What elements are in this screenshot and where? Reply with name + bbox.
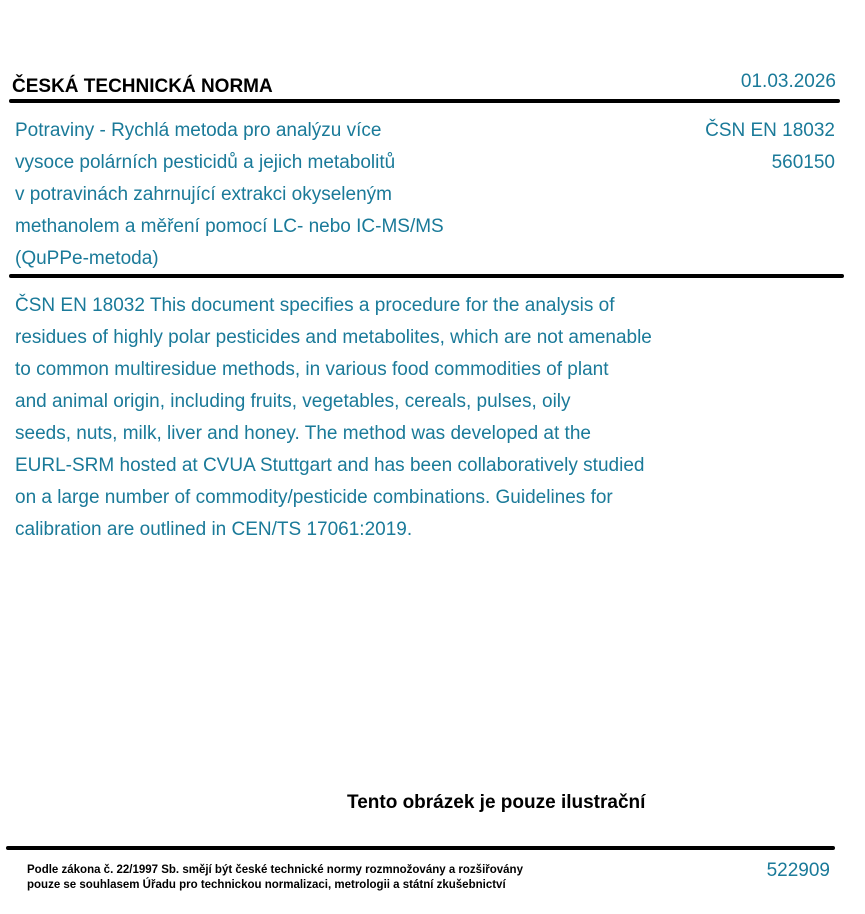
standard-designation: ČSN EN 18032 bbox=[705, 120, 835, 141]
standard-title-line: v potravinách zahrnující extrakci okyseleným bbox=[15, 184, 392, 205]
illustration-note: Tento obrázek je pouze ilustrační bbox=[347, 792, 646, 813]
abstract bbox=[15, 290, 775, 546]
classification-code: 560150 bbox=[771, 152, 835, 173]
abstract-line: and animal origin, including fruits, vegetables, cereals, pulses, oily bbox=[15, 391, 571, 412]
footer-divider bbox=[6, 846, 835, 850]
footer-legal-line: Podle zákona č. 22/1997 Sb. smějí být české technické normy rozmnožovány a rozšiřovány bbox=[27, 864, 523, 876]
standard-codes bbox=[705, 115, 835, 179]
abstract-line: on a large number of commodity/pesticide combinations. Guidelines for bbox=[15, 487, 613, 508]
header-divider bbox=[9, 99, 840, 103]
footer-legal-notice bbox=[27, 863, 523, 893]
abstract-line: to common multiresidue methods, in various food commodities of plant bbox=[15, 359, 609, 380]
abstract-line: ČSN EN 18032 This document specifies a procedure for the analysis of bbox=[15, 295, 615, 316]
footer-legal-line: pouze se souhlasem Úřadu pro technickou normalizaci, metrologii a státní zkušebnictví bbox=[27, 879, 506, 891]
issue-date: 01.03.2026 bbox=[740, 71, 836, 92]
standard-title-line: Potraviny - Rychlá metoda pro analýzu více bbox=[15, 120, 382, 141]
title-divider bbox=[9, 274, 844, 278]
abstract-line: seeds, nuts, milk, liver and honey. The method was developed at the bbox=[15, 423, 591, 444]
standard-title-line: methanolem a měření pomocí LC- nebo IC-MS/MS bbox=[15, 216, 444, 237]
standard-title-line: (QuPPe-metoda) bbox=[15, 248, 159, 269]
abstract-line: calibration are outlined in CEN/TS 17061:2019. bbox=[15, 519, 413, 540]
abstract-line: residues of highly polar pesticides and metabolites, which are not amenable bbox=[15, 327, 652, 348]
standard-title-line: vysoce polárních pesticidů a jejich metabolitů bbox=[15, 152, 396, 173]
header-title: ČESKÁ TECHNICKÁ NORMA bbox=[12, 76, 273, 97]
standard-title bbox=[15, 115, 575, 275]
abstract-line: EURL-SRM hosted at CVUA Stuttgart and has been collaboratively studied bbox=[15, 455, 645, 476]
footer-code: 522909 bbox=[766, 860, 830, 881]
